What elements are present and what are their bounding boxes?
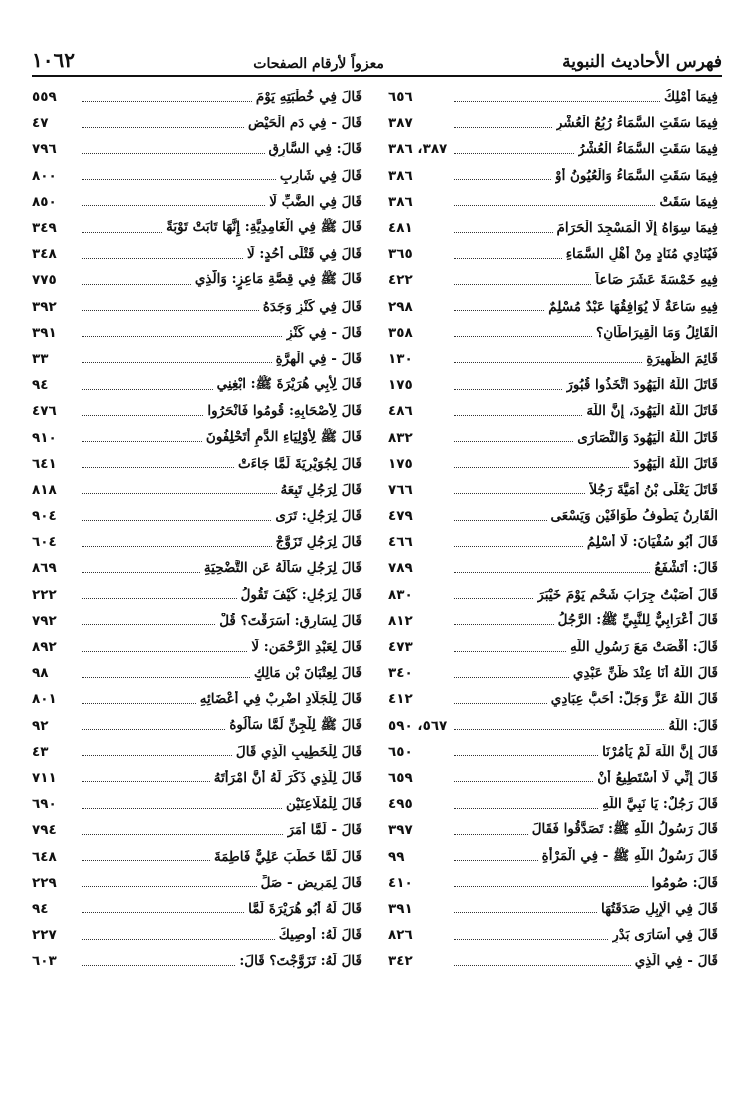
entry-page-number: ٧٧٥ <box>32 272 57 289</box>
entry-text: قَالَ رَسُولُ اللَّهِ ﷺ - فِي الْمَرْأَةِ <box>541 847 718 864</box>
dot-leader <box>454 755 598 756</box>
dot-leader <box>454 860 538 861</box>
index-entry <box>32 372 362 398</box>
dot-leader <box>454 651 566 652</box>
index-entry <box>388 241 718 267</box>
dot-leader <box>454 362 642 363</box>
entry-page-number: ٣٨٦ <box>388 167 413 184</box>
entry-page-number: ٨٩٢ <box>32 639 57 656</box>
index-entry <box>32 424 362 450</box>
index-entry <box>32 529 362 555</box>
entry-text: قَالَ فِي أُسَارَى بَدْرٍ <box>612 927 718 944</box>
entry-text: قَالَ: أَقْصَتْ مَعَ رَسُولِ اللَّهِ <box>570 639 718 656</box>
index-entry <box>388 817 718 843</box>
index-entry <box>388 320 718 346</box>
entry-text: قَالَ فِي شَارِبٍ <box>279 167 362 184</box>
index-entry <box>32 320 362 346</box>
dot-leader <box>454 232 553 233</box>
entry-text: قَالَ لِرَجُلٍ: كَيْفَ تَقُولُ <box>240 586 362 603</box>
dot-leader <box>82 860 210 861</box>
entry-text: قَالَ لِرَجُلٍ تَبِعَهُ <box>280 481 362 498</box>
index-entry <box>32 503 362 529</box>
index-entry <box>388 686 718 712</box>
entry-text: قَالَ ﷺ لِأَوْلِيَاءِ الدَّمِ أَتَحْلِفُونَ <box>205 428 362 445</box>
entry-page-number: ٩٤ <box>32 377 49 394</box>
dot-leader <box>454 886 648 887</box>
index-entry <box>388 189 718 215</box>
header-rule <box>32 75 722 77</box>
index-entry <box>388 843 718 869</box>
index-entry <box>32 870 362 896</box>
entry-text: قَاتَلَ اللَّهُ الْيَهُودَ اتَّخَذُوا قُبُورَ <box>566 377 718 394</box>
entry-text: قَالَ - فِي دَمِ الْحَيْضِ <box>247 115 362 132</box>
entry-page-number: ٢٢٩ <box>32 874 57 891</box>
entry-text: فِيمَا سِوَاهُ إِلَّا الْمَسْجِدَ الْحَرَامَ <box>556 220 718 237</box>
dot-leader <box>82 310 259 311</box>
entry-text: قَالَ فِي الضَّبِّ لَا <box>269 193 362 210</box>
dot-leader <box>82 179 276 180</box>
dot-leader <box>454 127 552 128</box>
dot-leader <box>82 520 271 521</box>
index-entry <box>388 424 718 450</box>
index-entry <box>32 477 362 503</box>
dot-leader <box>454 415 582 416</box>
index-entry <box>32 555 362 581</box>
entry-text: فِيمَا سَقَتِ السَّمَاءُ الْعُشْرُ <box>578 141 718 158</box>
index-entry <box>32 110 362 136</box>
entry-page-number: ٩٤ <box>32 900 49 917</box>
entry-page-number: ٥٥٩ <box>32 89 57 106</box>
dot-leader <box>454 493 585 494</box>
index-entry <box>388 870 718 896</box>
index-entry <box>388 294 718 320</box>
dot-leader <box>454 965 631 966</box>
entry-page-number: ٨٠٠ <box>32 167 57 184</box>
entry-text: قَالَ ﷺ فِي الْغَامِدِيَّةِ: إِنَّهَا تَابَتْ تَوْبَةً <box>166 219 362 236</box>
page-number: ١٠٦٢ <box>32 48 75 72</box>
entry-page-number: ٨١٢ <box>388 612 413 629</box>
index-entry <box>32 634 362 660</box>
index-entry <box>32 686 362 712</box>
dot-leader <box>454 781 593 782</box>
dot-leader <box>454 153 574 154</box>
entry-page-number: ٨٢٦ <box>388 927 413 944</box>
index-entry <box>388 896 718 922</box>
index-entry <box>32 948 362 974</box>
entry-page-number: ٤٨١ <box>388 220 413 237</box>
entry-text: قَالَ لِمَرِيضٍ - صَلِّ <box>260 874 362 891</box>
index-entry <box>388 372 718 398</box>
entry-page-number: ٣٤٨ <box>32 246 57 263</box>
entry-page-number: ٦٩٠ <box>32 796 57 813</box>
entry-page-number: ٦٠٤ <box>32 534 57 551</box>
dot-leader <box>454 205 655 206</box>
entry-text: فِيهِ سَاعَةٌ لَا يُوَافِقُهَا عَبْدٌ مُسْلِمٌ <box>548 298 718 315</box>
dot-leader <box>82 232 162 233</box>
entry-text: قَالَ لِرَجُلٍ تَزَوَّجْ <box>275 534 362 551</box>
entry-text: قَالَ فِي خُطْبَتِهِ يَوْمَ <box>255 89 362 106</box>
entry-page-number: ٤٧ <box>32 115 49 132</box>
entry-text: قَالَ أَبُو سُفْيَانَ: لَا أُسْلِمُ <box>586 534 718 551</box>
index-entry <box>388 267 718 293</box>
entry-page-number: ٦٥٦ <box>388 89 413 106</box>
dot-leader <box>454 336 592 337</box>
entry-text: قَالَ اللَّهُ عَزَّ وَجَلَّ: أَحَبُّ عِبَادِي <box>550 691 718 708</box>
dot-leader <box>82 886 257 887</box>
index-entry <box>388 713 718 739</box>
dot-leader <box>82 415 203 416</box>
entry-page-number: ٣٣ <box>32 350 49 367</box>
entry-page-number: ٤٦٦ <box>388 534 413 551</box>
entry-page-number: ٣٩١ <box>388 900 413 917</box>
entry-text: قَالَ لِرَجُلٍ سَأَلَهُ عَنِ التَّضْحِيَةِ <box>203 560 362 577</box>
dot-leader <box>454 572 650 573</box>
entry-page-number: ٥٦٧، ٥٩٠ <box>388 717 448 734</box>
entry-page-number: ٨٥٠ <box>32 193 57 210</box>
index-entry <box>32 294 362 320</box>
entry-page-number: ١٧٥ <box>388 455 413 472</box>
dot-leader <box>82 546 272 547</box>
entry-page-number: ٧٩٢ <box>32 612 57 629</box>
entry-page-number: ٧٦٦ <box>388 481 413 498</box>
entry-text: قَالَ لِلَّذِي ذَكَرَ لَهُ أَنَّ امْرَأَتَهُ <box>213 769 362 786</box>
dot-leader <box>454 101 660 102</box>
entry-text: قَالَ: فِي السَّارِقِ <box>268 141 362 158</box>
dot-leader <box>82 153 265 154</box>
index-entry <box>388 398 718 424</box>
index-entry <box>388 634 718 660</box>
dot-leader <box>82 755 232 756</box>
entry-page-number: ٨١٨ <box>32 481 57 498</box>
entry-text: قَالَ - لَمَّا أَمَرَ <box>287 822 362 839</box>
entry-page-number: ٨٦٩ <box>32 560 57 577</box>
index-entry <box>32 817 362 843</box>
dot-leader <box>82 598 237 599</box>
entry-page-number: ٤٢٢ <box>388 272 413 289</box>
dot-leader <box>82 336 282 337</box>
entry-text: قَالَ لِلْمُلَاعِنَيْنِ <box>286 796 362 813</box>
entry-page-number: ٦٥٠ <box>388 743 413 760</box>
entry-text: قَالَ فِي قَتْلَى أُحُدٍ: لَا <box>247 246 362 263</box>
index-entry <box>32 765 362 791</box>
dot-leader <box>82 258 243 259</box>
index-entry <box>32 84 362 110</box>
index-entry <box>388 660 718 686</box>
dot-leader <box>82 493 277 494</box>
dot-leader <box>454 389 562 390</box>
index-subtitle: معزواً لأرقام الصفحات <box>253 56 384 72</box>
entry-page-number: ٣٨٧ <box>388 115 413 132</box>
index-entry <box>32 215 362 241</box>
entry-page-number: ٤٧٦ <box>32 403 57 420</box>
entry-text: قَالَ: صُومُوا <box>651 874 718 891</box>
dot-leader <box>82 729 225 730</box>
entry-page-number: ٣٨٧، ٣٨٦ <box>388 141 448 158</box>
dot-leader <box>82 677 250 678</box>
entry-text: فِيمَا سَقَتِ السَّمَاءُ رُبُعُ الْعُشْرِ <box>555 115 718 132</box>
index-entry <box>388 739 718 765</box>
index-entry <box>32 241 362 267</box>
index-entry <box>32 713 362 739</box>
index-entry <box>388 555 718 581</box>
dot-leader <box>454 258 562 259</box>
entry-page-number: ٩٨ <box>32 665 49 682</box>
entry-page-number: ٣٤٩ <box>32 220 57 237</box>
entry-text: قَالَ إِنِّي لَا أَسْتَطِيعُ أَنْ <box>597 769 718 786</box>
index-entry <box>32 398 362 424</box>
entry-page-number: ٢٢٧ <box>32 927 57 944</box>
index-entry <box>388 529 718 555</box>
entry-page-number: ٩٠٤ <box>32 508 57 525</box>
index-entry <box>32 189 362 215</box>
entry-text: قَاتَلَ اللَّهُ الْيَهُودَ <box>633 455 718 472</box>
entry-text: فِيهِ خَمْسَةَ عَشَرَ صَاعاً <box>595 272 718 289</box>
index-entry <box>388 765 718 791</box>
entry-page-number: ٤٩٥ <box>388 796 413 813</box>
entry-page-number: ٣٩٢ <box>32 298 57 315</box>
dot-leader <box>454 808 598 809</box>
index-entry <box>32 739 362 765</box>
right-column <box>388 84 718 974</box>
dot-leader <box>82 572 200 573</box>
dot-leader <box>454 179 551 180</box>
dot-leader <box>82 389 213 390</box>
index-entry <box>388 163 718 189</box>
dot-leader <box>454 729 664 730</box>
entry-text: قَالَ رَسُولُ اللَّهِ ﷺ: تَصَدَّقُوا فَقَالَ <box>531 821 718 838</box>
dot-leader <box>82 284 191 285</box>
entry-text: قَالَ لَمَّا خَطَبَ عَلِيٌّ فَاطِمَةَ <box>213 848 362 865</box>
entry-text: قَالَ لِسَارِقٍ: أَسَرَقْتَ؟ قُلْ <box>219 612 362 629</box>
entry-page-number: ٤١٠ <box>388 874 413 891</box>
dot-leader <box>454 624 554 625</box>
entry-page-number: ٣٩٧ <box>388 822 413 839</box>
entry-text: قَالَ: اللَّهُ <box>668 717 718 734</box>
index-entry <box>388 608 718 634</box>
dot-leader <box>454 310 544 311</box>
index-entry <box>32 896 362 922</box>
index-entry <box>388 451 718 477</box>
dot-leader <box>454 441 573 442</box>
entry-text: قَالَ لِعِتْبَانَ بْنِ مَالِكٍ <box>253 665 362 682</box>
entry-text: قَالَ لِأَبِي هُرَيْرَةَ ﷺ: ابْغِنِي <box>216 376 362 393</box>
entry-page-number: ٧٨٩ <box>388 560 413 577</box>
index-entry <box>388 477 718 503</box>
dot-leader <box>82 624 215 625</box>
entry-page-number: ٣٥٨ <box>388 324 413 341</box>
entry-text: قَالَ ﷺ لِلْجِنِّ لَمَّا سَأَلُوهُ <box>229 716 362 733</box>
entry-text: قَاتَلَ يَعْلَى بْنُ أُمَيَّةَ رَجُلاً <box>589 481 718 498</box>
index-entry <box>32 163 362 189</box>
entry-text: قَالَ - فِي الَّذِي <box>634 953 718 970</box>
dot-leader <box>454 677 569 678</box>
entry-text: فِيمَا أَمْلِكُ <box>664 89 718 106</box>
entry-text: قَالَ: أَتَشْفَعُ <box>654 560 718 577</box>
entry-text: قَالَ ﷺ فِي قِصَّةِ مَاعِزٍ: وَالَّذِي <box>194 271 362 288</box>
entry-text: قَاتَلَ اللَّهُ الْيَهُودَ، إِنَّ اللَّهَ <box>586 403 718 420</box>
dot-leader <box>82 362 272 363</box>
entry-page-number: ٨٠١ <box>32 691 57 708</box>
index-entry <box>388 582 718 608</box>
dot-leader <box>454 834 528 835</box>
entry-page-number: ٧٩٦ <box>32 141 57 158</box>
entry-page-number: ٦٤١ <box>32 455 57 472</box>
entry-page-number: ٢٩٨ <box>388 298 413 315</box>
dot-leader <box>82 781 210 782</box>
index-entry <box>388 948 718 974</box>
dot-leader <box>82 808 282 809</box>
index-entry <box>32 346 362 372</box>
dot-leader <box>454 912 597 913</box>
entry-text: فَيُنَادِي مُنَادٍ مِنْ أَهْلِ السَّمَاءِ <box>565 246 718 263</box>
left-column <box>32 84 362 974</box>
index-entry <box>32 608 362 634</box>
entry-page-number: ٩٢ <box>32 717 49 734</box>
entry-page-number: ٤٧٩ <box>388 508 413 525</box>
dot-leader <box>454 598 533 599</box>
entry-text: قَالَ لِأَصْحَابِهِ: قُومُوا فَانْحَرُوا <box>207 403 362 420</box>
entry-page-number: ٣٩١ <box>32 324 57 341</box>
dot-leader <box>82 467 234 468</box>
index-entry <box>32 582 362 608</box>
dot-leader <box>82 441 202 442</box>
entry-page-number: ٣٨٦ <box>388 193 413 210</box>
entry-page-number: ٣٦٥ <box>388 246 413 263</box>
entry-text: قَالَ إِنَّ اللَّهَ لَمْ يَأْمُرْنَا <box>602 743 718 760</box>
entry-text: قَالَ - فِي كَنْزٍ <box>286 324 362 341</box>
index-entry <box>32 791 362 817</box>
dot-leader <box>82 834 283 835</box>
entry-text: قَالَ لِجُوَيْرِيَةَ لَمَّا جَاءَتْ <box>237 455 362 472</box>
entry-text: قَالَ أَصَبْتُ جِرَابَ شَحْمٍ يَوْمَ خَيْبَرَ <box>537 586 718 603</box>
index-entry <box>388 110 718 136</box>
dot-leader <box>82 127 244 128</box>
dot-leader <box>82 205 265 206</box>
entry-text: قَالَ أَعْرَابِيٌّ لِلنَّبِيِّ ﷺ: الرَّجُلُ <box>557 611 718 628</box>
index-entry <box>32 922 362 948</box>
entry-page-number: ٩٩ <box>388 848 405 865</box>
entry-text: فِيمَا سَقَتِ السَّمَاءُ وَالْعُيُونُ أَوْ <box>555 167 718 184</box>
dot-leader <box>82 101 252 102</box>
entry-page-number: ٧١١ <box>32 769 57 786</box>
dot-leader <box>82 703 196 704</box>
index-entry <box>388 215 718 241</box>
entry-page-number: ٤٨٦ <box>388 403 413 420</box>
entry-text: قَالَ لِرَجُلٍ: تَرَى <box>275 508 362 525</box>
entry-page-number: ٨٣٢ <box>388 429 413 446</box>
entry-page-number: ١٣٠ <box>388 350 413 367</box>
dot-leader <box>82 912 244 913</box>
index-entry <box>32 660 362 686</box>
entry-text: قَالَ فِي كَنْزٍ وَجَدَهُ <box>262 298 362 315</box>
entry-page-number: ٦٥٩ <box>388 769 413 786</box>
entry-page-number: ١٧٥ <box>388 377 413 394</box>
index-entry <box>388 136 718 162</box>
index-title: فهرس الأحاديث النبوية <box>562 52 722 72</box>
page-header <box>32 44 722 72</box>
dot-leader <box>454 520 547 521</box>
entry-text: الْقَارِنُ يَطُوفُ طَوَافَيْنِ وَيَسْعَى <box>550 508 718 525</box>
entry-text: قَالَ - فِي الْهِرَّةِ <box>275 350 362 367</box>
index-entry <box>388 791 718 817</box>
dot-leader <box>454 703 547 704</box>
dot-leader <box>454 284 591 285</box>
entry-text: الْقَائِلُ وَمَا الْقِيرَاطَانِ؟ <box>596 324 718 341</box>
entry-text: قَالَ لِلْخَطِيبِ الَّذِي قَالَ <box>235 743 362 760</box>
entry-text: قَالَ فِي الْإِبِلِ صَدَقَتُهَا <box>600 900 718 917</box>
entry-text: قَالَ رَجُلٌ: يَا نَبِيَّ اللَّهِ <box>602 796 718 813</box>
dot-leader <box>82 965 235 966</box>
entry-text: قَالَ لِعَبْدِ الرَّحْمَنِ: لَا <box>251 639 362 656</box>
entry-page-number: ٤٧٣ <box>388 639 413 656</box>
dot-leader <box>454 939 608 940</box>
index-entry <box>388 84 718 110</box>
entry-text: قَالَ لِلْجَلَّادِ اضْرِبْ فِي أَعْضَائِهِ <box>199 691 362 708</box>
index-entry <box>388 503 718 529</box>
entry-text: قَالَ لَهُ: أُوصِيكَ <box>278 927 362 944</box>
entry-text: قَالَ لَهُ: تَزَوَّجْتَ؟ قَالَ: <box>239 953 362 970</box>
dot-leader <box>82 651 247 652</box>
entry-text: قَالَ لَهُ أَبُو هُرَيْرَةَ لَمَّا <box>248 900 362 917</box>
entry-text: فِيمَا سَقَتْ <box>659 193 718 210</box>
entry-page-number: ٤٣ <box>32 743 49 760</box>
dot-leader <box>454 546 583 547</box>
entry-text: قَاتَلَ اللَّهُ الْيَهُودَ وَالنَّصَارَى <box>577 429 718 446</box>
index-entry <box>32 267 362 293</box>
entry-page-number: ٧٩٤ <box>32 822 57 839</box>
entry-page-number: ٣٤٠ <box>388 665 413 682</box>
entry-page-number: ٦٠٣ <box>32 953 57 970</box>
entry-page-number: ٩١٠ <box>32 429 57 446</box>
entry-page-number: ٨٣٠ <box>388 586 413 603</box>
entry-text: قَالَ اللَّهُ أَنَا عِنْدَ ظَنِّ عَبْدِي <box>572 665 718 682</box>
dot-leader <box>454 467 629 468</box>
index-entry <box>32 843 362 869</box>
entry-page-number: ٤١٢ <box>388 691 413 708</box>
dot-leader <box>82 939 275 940</box>
index-entry <box>32 136 362 162</box>
entry-page-number: ٣٤٢ <box>388 953 413 970</box>
entry-text: قَائِمَ الظَّهِيرَةِ <box>646 350 718 367</box>
index-entry <box>388 922 718 948</box>
entry-page-number: ٦٤٨ <box>32 848 57 865</box>
index-entry <box>32 451 362 477</box>
entry-page-number: ٢٢٢ <box>32 586 57 603</box>
index-entry <box>388 346 718 372</box>
